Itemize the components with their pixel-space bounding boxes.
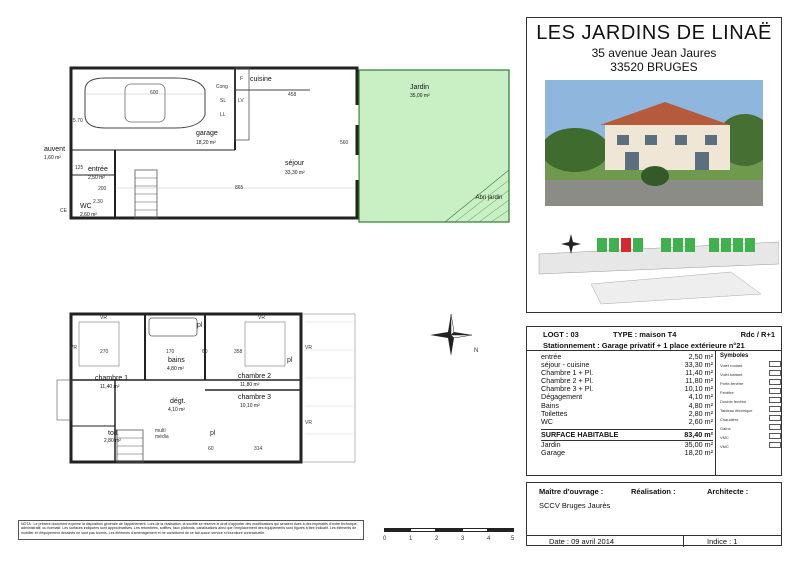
surface-row: Dégagement 4,10 m²	[541, 392, 713, 402]
compass-north-label: N	[474, 348, 479, 354]
dimension-label: 600	[150, 90, 159, 96]
parking-label: Stationnement :	[543, 341, 600, 350]
dimension-label: 560	[340, 140, 349, 146]
surface-row: Chambre 3 + Pl. 10,10 m²	[541, 384, 713, 394]
room-area-sejour: 33,30 m²	[285, 170, 305, 176]
surface-row: Chambre 2 + Pl. 11,80 m²	[541, 376, 713, 386]
maitre-ouvrage-value: SCCV Bruges Jaurès	[539, 501, 611, 510]
annex-row: Jardin 35,00 m²	[541, 439, 713, 449]
scale-tick: 3	[461, 536, 465, 542]
project-address-street: 35 avenue Jean Jaures	[591, 46, 717, 60]
project-address-city: 33520 BRUGES	[610, 60, 698, 74]
symbol-row: Fenêtre	[720, 388, 781, 397]
room-area-garage: 18,20 m²	[196, 140, 216, 146]
room-area-auvent: 1,60 m²	[44, 155, 61, 161]
room-label-garage: garage	[196, 130, 218, 137]
kitchen-mark: Cong	[216, 84, 228, 90]
surface-row: Chambre 1 + Pl. 11,40 m²	[541, 368, 713, 378]
annex-row: Garage 18,20 m²	[541, 448, 713, 458]
index-value: Indice : 1	[707, 537, 738, 546]
dimension-label: 314	[254, 446, 263, 452]
surface-total-row: SURFACE HABITABLE 83,40 m²	[541, 429, 713, 441]
surface-row: entrée 2,50 m²	[541, 352, 713, 361]
room-label-degt: dégt.	[170, 398, 186, 405]
placard-mark: pl	[210, 430, 216, 437]
room-area-jardin: 35,00 m²	[410, 93, 430, 99]
parking-value: Garage privatif + 1 place extérieure n°21	[601, 341, 745, 350]
symbol-row: Volet battant	[720, 370, 781, 379]
room-label-cuisine: cuisine	[250, 76, 272, 83]
dimension-label: 5.70	[73, 118, 83, 124]
room-area-entree: 2,50 m²	[88, 175, 105, 181]
room-label-auvent: auvent	[44, 146, 66, 153]
surface-row: Bains 4,80 m²	[541, 400, 713, 410]
symbol-row: Gaine	[720, 424, 781, 433]
room-label-jardin: Jardin	[410, 84, 430, 91]
compass-icon	[428, 312, 474, 358]
dimension-label: 200	[98, 186, 107, 192]
architecte-label: Architecte :	[707, 487, 749, 496]
room-label-chambre-1: chambre 1	[95, 375, 129, 382]
dimension-label: 270	[100, 349, 109, 355]
kitchen-mark: CE	[60, 208, 67, 214]
logt-label: LOGT :	[543, 330, 569, 339]
kitchen-mark: SL	[220, 98, 227, 104]
date-value: Date : 09 avril 2014	[549, 537, 615, 546]
room-area-toil: 2,80 m²	[104, 438, 121, 444]
room-area-chambre-2: 11,80 m²	[240, 382, 260, 388]
scale-bar	[384, 528, 514, 534]
maitre-ouvrage-label: Maître d'ouvrage :	[539, 487, 604, 496]
symbol-row: Tableau électrique	[720, 406, 781, 415]
house-rendering-image	[545, 80, 763, 206]
scale-tick: 2	[435, 536, 439, 542]
dimension-label: 60	[202, 349, 208, 355]
scale-tick: 1	[409, 536, 413, 542]
placard-mark: pl	[197, 322, 203, 329]
type-label: TYPE :	[613, 330, 638, 339]
surfaces-table	[541, 353, 713, 457]
symbols-legend	[715, 351, 781, 475]
room-area-bains: 4,80 m²	[167, 366, 184, 372]
room-area-chambre-1: 11,40 m²	[100, 384, 120, 390]
symbol-row: VMC	[720, 442, 781, 451]
surface-row: Toilettes 2,80 m²	[541, 408, 713, 418]
room-area-wc: 2,60 m²	[80, 212, 97, 218]
multimedia-mark: multi média	[155, 428, 169, 440]
shutter-mark: VR	[305, 420, 312, 426]
kitchen-mark: LL	[220, 112, 226, 118]
lot-info-box	[526, 326, 782, 476]
dimension-label: 2.30	[93, 199, 103, 205]
dimension-label: 170	[166, 349, 175, 355]
shutter-mark: VR	[100, 315, 107, 321]
project-header	[526, 17, 782, 313]
symbol-row: Volet roulant	[720, 361, 781, 370]
scale-tick: 0	[383, 536, 387, 542]
surface-row: WC 2,60 m²	[541, 416, 713, 426]
dimension-label: 60	[208, 446, 214, 452]
logt-value: 03	[570, 330, 579, 339]
type-value: maison T4	[639, 330, 677, 339]
dimension-label: 125	[75, 165, 84, 171]
surface-row: séjour - cuisine 33,30 m²	[541, 360, 713, 370]
kitchen-mark: LV	[238, 98, 244, 104]
project-name: LES JARDINS DE LINAË	[536, 22, 772, 44]
room-label-entree: entrée	[88, 166, 108, 173]
room-label-wc: WC	[80, 203, 92, 210]
symbol-row: VMC	[720, 433, 781, 442]
shutter-mark: VR	[258, 315, 265, 321]
shutter-mark: VR	[70, 345, 77, 351]
room-label-abri: Abri jardin	[475, 195, 503, 201]
symbols-title: Symboles	[720, 353, 749, 359]
level-value: Rdc / R+1	[740, 330, 775, 339]
room-label-bains: bains	[168, 357, 185, 364]
disclaimer-note: NOTA : Le présent document exprime la disposition générale de l'appartement. Lors de la réalisation, la société se réserve le droit d'apporter des modifications qui seraient dues à des impératifs d'ordre technique, administratif, ou normatif. Les surfaces indiquées sont approximatives. Les retombées, soffites, faux plafonds, canalisations ainsi que l'emplacement des équipements sont figurés à titre indicatif. Les éléments de mobilier et d'équipement dessinés ne sont pas fournis. Les éléments d'aménagement et ne constituent de ce fait aucun service ni fourniture contractuelle.	[18, 520, 364, 540]
realisation-label: Réalisation :	[631, 487, 676, 496]
room-label-chambre-2: chambre 2	[238, 373, 272, 380]
room-area-degt: 4,10 m²	[168, 407, 185, 413]
symbol-row: Porte-fenêtre	[720, 379, 781, 388]
scale-tick: 4	[487, 536, 491, 542]
site-plan-map	[531, 224, 779, 310]
symbol-row: Double fenêtre	[720, 397, 781, 406]
room-label-chambre-3: chambre 3	[238, 394, 272, 401]
floor-plan-drawing	[55, 60, 525, 480]
title-block-footer	[526, 482, 782, 546]
dimension-label: 358	[234, 349, 243, 355]
dimension-label: 458	[288, 92, 297, 98]
room-label-toil: toil.	[108, 430, 119, 437]
kitchen-mark: F	[240, 76, 244, 82]
placard-mark: pl	[287, 357, 293, 364]
symbol-row: Chaudière	[720, 415, 781, 424]
room-label-sejour: séjour	[285, 160, 305, 167]
dimension-label: 865	[235, 185, 244, 191]
shutter-mark: VR	[305, 345, 312, 351]
room-area-chambre-3: 10,10 m²	[240, 403, 260, 409]
scale-tick: 5	[511, 536, 515, 542]
